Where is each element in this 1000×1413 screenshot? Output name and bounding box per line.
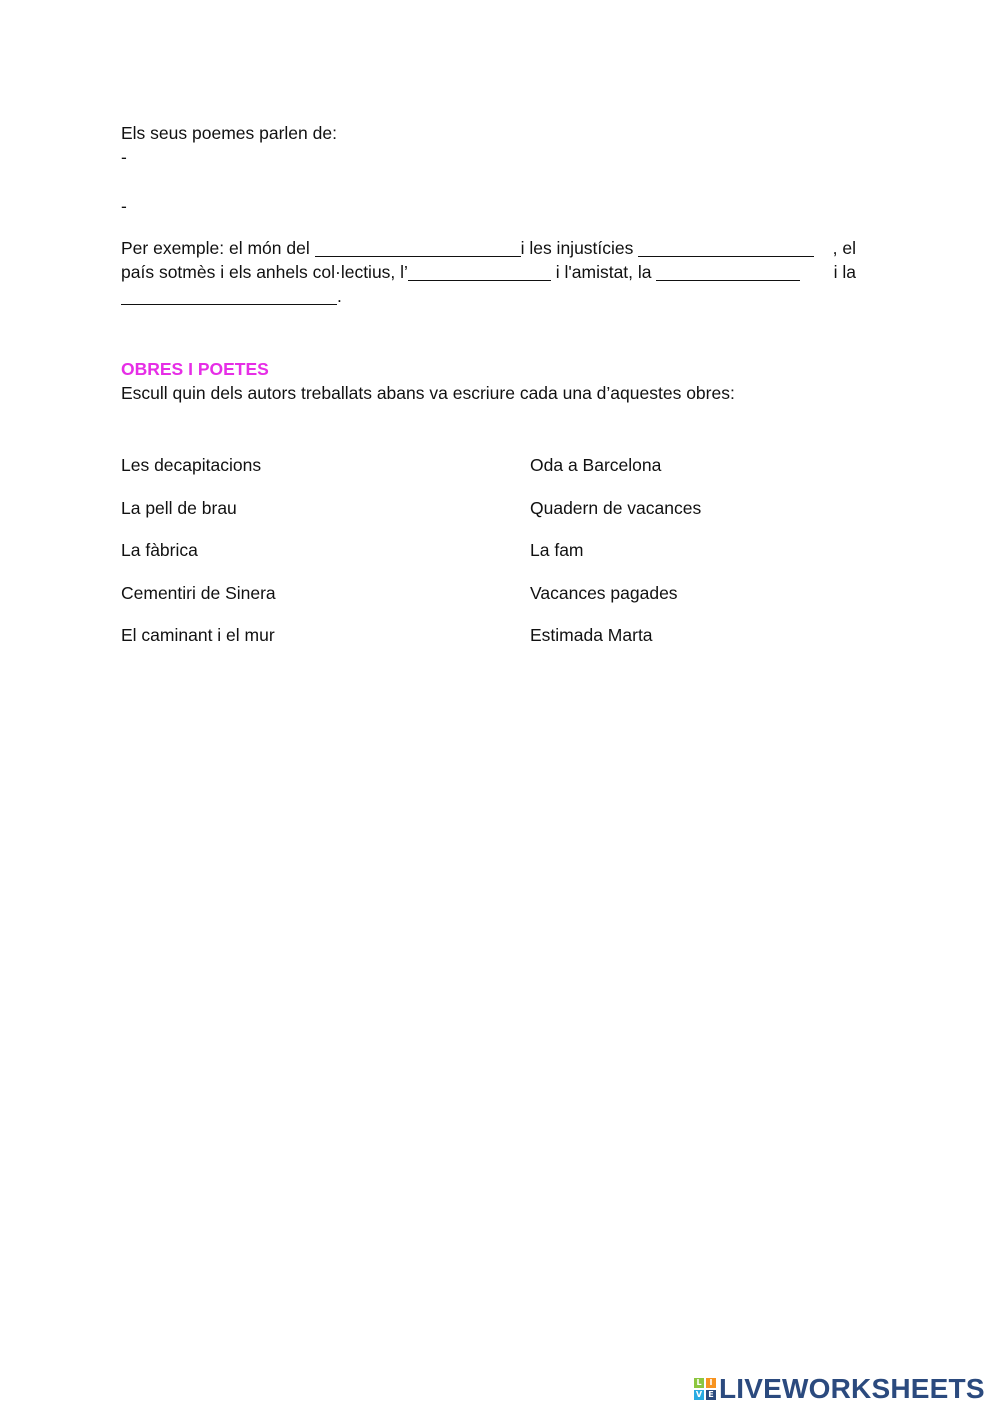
example-text-2b: i l'amistat, la — [550, 262, 657, 282]
work-item-left-1: Les decapitacions — [121, 455, 262, 475]
work-item-left-2: La pell de brau — [121, 497, 237, 518]
logo-square-v: V — [695, 1390, 703, 1399]
logo-square-l: L — [694, 1378, 704, 1388]
blank-field-2[interactable] — [638, 238, 814, 257]
work-item-left-3: La fàbrica — [121, 540, 198, 560]
section-title: OBRES I POETES — [121, 359, 269, 379]
logo-text: LIVEWORKSHEETS — [719, 1373, 985, 1404]
section-instruction: Escull quin dels autors treballats abans va escriure cada una d’aquestes obres: — [121, 383, 735, 403]
liveworksheets-logo — [694, 1374, 985, 1404]
example-line-2 — [121, 260, 856, 284]
blank-field-4[interactable] — [656, 262, 800, 281]
example-text-3-end: . — [337, 286, 342, 306]
blank-field-3[interactable] — [408, 262, 551, 281]
work-item-right-5: Estimada Marta — [530, 625, 653, 645]
work-item-left-5: El caminant i el mur — [121, 625, 275, 645]
bullet-dash-2: - — [121, 196, 127, 216]
example-line-1 — [121, 236, 856, 260]
work-item-right-4: Vacances pagades — [530, 582, 678, 603]
example-text-1b: i les injustícies — [520, 238, 639, 258]
logo-square-i: I — [706, 1378, 716, 1388]
logo-squares-icon — [694, 1378, 716, 1400]
example-text-1a: Per exemple: el món del — [121, 238, 315, 258]
work-item-right-1: Oda a Barcelona — [530, 455, 662, 475]
works-list — [121, 453, 856, 647]
work-item-left-4: Cementiri de Sinera — [121, 582, 276, 603]
work-item-right-2: Quadern de vacances — [530, 497, 702, 518]
logo-square-e: E — [706, 1390, 716, 1400]
example-text-2a: país sotmès i els anhels col·lectius, l’ — [121, 262, 408, 282]
work-item-right-3: La fam — [530, 540, 584, 560]
intro-heading: Els seus poemes parlen de: — [121, 123, 337, 143]
bullet-dash-1: - — [121, 147, 127, 167]
example-line-3 — [121, 284, 856, 308]
blank-field-5[interactable] — [121, 286, 337, 305]
example-text-1c: , el — [832, 238, 856, 258]
blank-field-1[interactable] — [315, 238, 521, 257]
worksheet-page — [121, 121, 856, 647]
example-text-2c: i la — [833, 262, 856, 282]
